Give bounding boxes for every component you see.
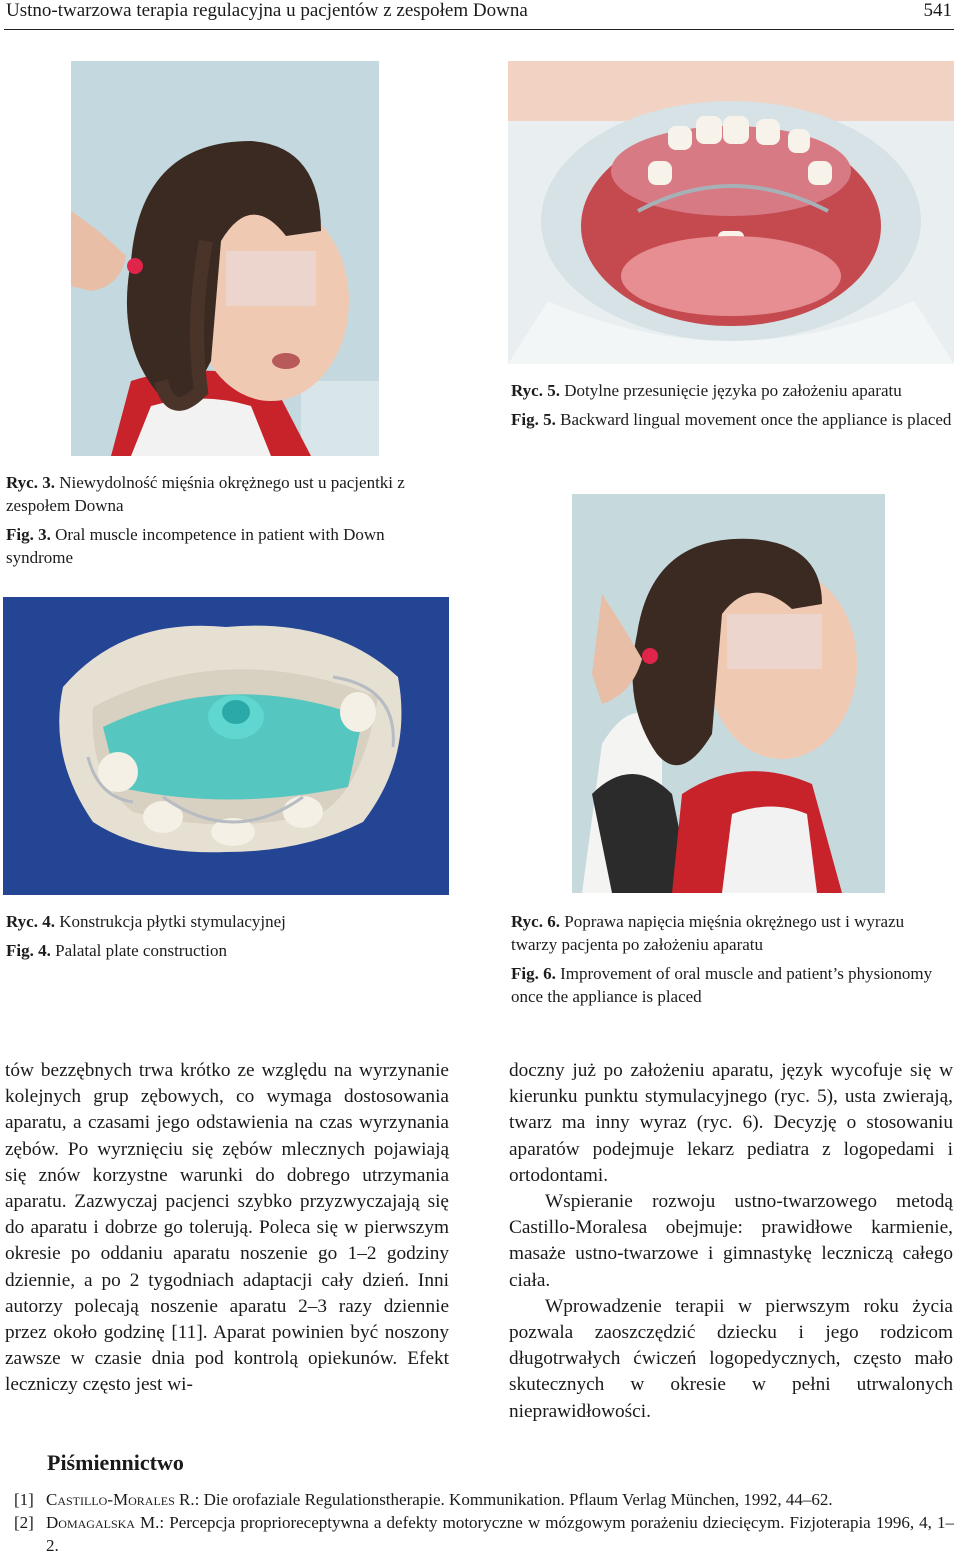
body-paragraph: Wspieranie rozwoju ustno-twarzowego metodą Castillo-Moralesa obejmuje: prawidłowe karmienie, masaże ustno-twarzowe i gimnastykę leczniczą całego ciała. [509,1191,953,1291]
reference-author: Castillo-Morales R. [46,1490,195,1509]
figure-6-ryc-text: Poprawa napięcia mięśnia okrężnego ust i wyrazu twarzy pacjenta po założeniu aparatu [511,912,905,954]
reference-text: : Percepcja proprioreceptywna a defekty motoryczne w mózgowym porażeniu dziecięcym. Fizjoterapia 1996, 4, 1–2. [46,1513,955,1555]
figure-3-ryc-text: Niewydolność mięśnia okrężnego ust u pacjentki z zespołem Downa [6,473,405,515]
figure-6-fig-text: Improvement of oral muscle and patient’s physionomy once the appliance is placed [511,964,933,1006]
figure-4-ryc-label: Ryc. 4. [6,912,55,931]
reference-item [4,1511,954,1557]
body-paragraph: doczny już po założeniu aparatu, język wycofuje się w kierunku punktu stymulacyjnego (ryc. 5), usta zwierają, twarz ma inny wyraz (ryc. 6). Decyzję o stosowaniu aparatów podejmuje lekarz pediatra z logopedami i ortodontami. [509,1060,953,1186]
references-heading: Piśmiennictwo [47,1450,184,1475]
figure-3-photo [71,61,379,456]
body-paragraph: tów bezzębnych trwa krótko ze względu na wyrzynanie kolejnych grup zębowych, co wymaga dostosowania aparatu, a czasami jego odstawienia na czas wyrzynania zębów. Po wyrznięciu się zębów mlecznych pojawiają się znów korzystne warunki do dobrego utrzymania aparatu. Zazwyczaj pacjenci szybko przyzwyczajają się do aparatu i dobrze go tolerują. Poleca się w pierwszym okresie po oddaniu aparatu noszenie go 1–2 godziny dziennie, a po 2 tygodniach adaptacji cały dzień. Inni autorzy polecają noszenie aparatu 2–3 razy dziennie przez około godzinę [11]. Aparat powinien być noszony zawsze w czasie dnia pod kontrolą opiekunów. Efekt leczniczy często jest wi- [5,1060,449,1396]
figure-5-photo [508,61,954,364]
body-right-column [509,1058,953,1425]
header-rule [4,29,954,30]
figure-5-fig-label: Fig. 5. [511,410,556,429]
figure-6-ryc-label: Ryc. 6. [511,912,560,931]
figure-3-ryc-label: Ryc. 3. [6,473,55,492]
figure-3-caption [6,471,428,575]
reference-text: : Die orofaziale Regulationstherapie. Kommunikation. Pflaum Verlag München, 1992, 44–62. [194,1490,833,1509]
reference-author: Domagalska M. [46,1513,160,1532]
figure-4-caption [6,910,436,968]
figure-5-fig-text: Backward lingual movement once the appliance is placed [560,410,952,429]
figure-4-photo [3,597,449,895]
figure-3-fig-text: Oral muscle incompetence in patient with Down syndrome [6,525,385,567]
figure-6-fig-label: Fig. 6. [511,964,556,983]
reference-number: [1] [14,1490,34,1509]
figure-5-caption [511,379,954,437]
running-header-title: Ustno-twarzowa terapia regulacyjna u pacjentów z zespołem Downa [6,0,528,21]
page-number: 541 [923,0,952,21]
body-left-column [5,1058,449,1399]
figure-4-fig-text: Palatal plate construction [55,941,227,960]
figure-6-caption [511,910,951,1014]
body-paragraph: Wprowadzenie terapii w pierwszym roku życia pozwala zaoszczędzić dziecku i jego rodzicom długotrwałych ćwiczeń logopedycznych, często mało skutecznych w okresie w pełni utrwalonych nieprawidłowości. [509,1295,953,1422]
figure-5-ryc-label: Ryc. 5. [511,381,560,400]
figure-6-photo [572,494,885,893]
reference-number: [2] [14,1513,34,1532]
figure-4-fig-label: Fig. 4. [6,941,51,960]
references-list [4,1488,954,1557]
reference-item [4,1488,954,1511]
figure-5-ryc-text: Dotylne przesunięcie języka po założeniu aparatu [564,381,902,400]
figure-4-ryc-text: Konstrukcja płytki stymulacyjnej [59,912,286,931]
figure-3-fig-label: Fig. 3. [6,525,51,544]
